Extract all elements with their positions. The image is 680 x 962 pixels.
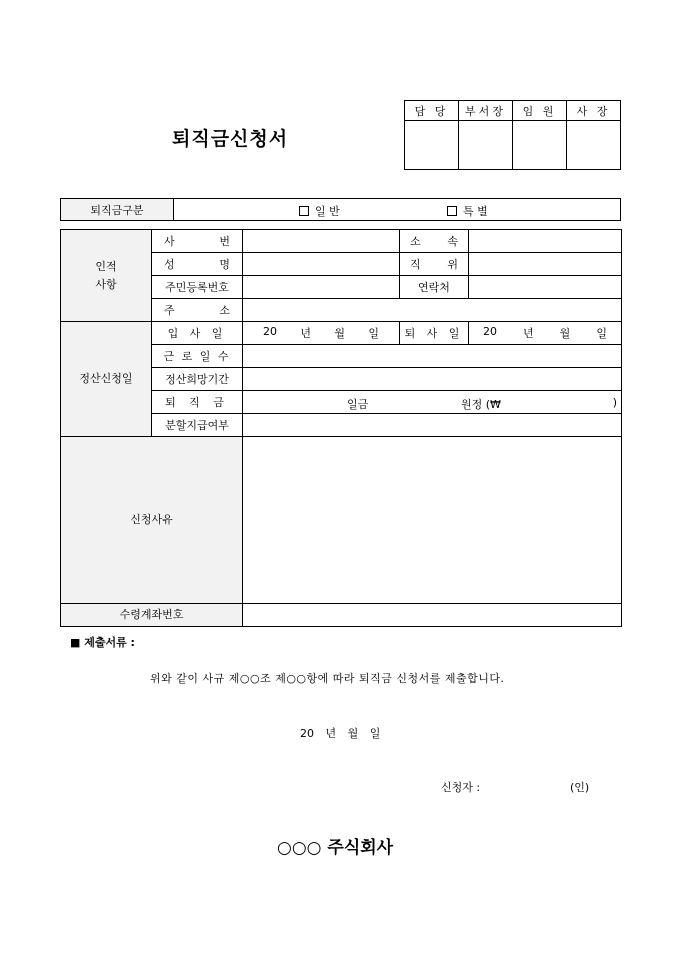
resign-date-label: 퇴 사 일 [400, 322, 469, 345]
contact-field[interactable] [469, 276, 622, 299]
option-special[interactable] [447, 203, 488, 219]
hire-date-day: 일 [368, 327, 379, 340]
severance-amount-field[interactable] [243, 391, 622, 414]
company-name: ○○○ 주식회사 [277, 838, 394, 858]
attachments-label: ■ 제출서류 : [70, 636, 135, 649]
amount-close: ) [612, 396, 617, 409]
amount-word: 일금 [347, 398, 369, 411]
checkbox-general[interactable] [299, 206, 309, 216]
approval-table [404, 100, 621, 170]
submission-date: 20 년 월 일 [300, 727, 381, 740]
account-field[interactable] [243, 604, 622, 627]
option-special-label: 특 별 [463, 205, 488, 218]
resign-date-field[interactable] [469, 322, 622, 345]
application-table [60, 229, 622, 627]
name-label: 성 명 [152, 253, 243, 276]
hire-date-field[interactable] [243, 322, 400, 345]
approval-sign-manager[interactable] [459, 121, 513, 170]
seal-label: (인) [570, 781, 590, 794]
settlement-group: 정산신청일 [61, 322, 152, 437]
address-label: 주 소 [152, 299, 243, 322]
approval-header-executive: 임 원 [513, 101, 567, 121]
resign-date-month: 월 [559, 327, 571, 340]
desired-period-label: 정산희망기간 [152, 368, 243, 391]
hire-date-label: 입 사 일 [152, 322, 243, 345]
resident-no-label: 주민등록번호 [152, 276, 243, 299]
approval-header-president: 사 장 [567, 101, 621, 121]
approval-sign-executive[interactable] [513, 121, 567, 170]
retirement-type-label: 퇴직금구분 [61, 199, 174, 221]
checkbox-special[interactable] [447, 206, 457, 216]
emp-no-field[interactable] [243, 230, 400, 253]
resident-no-field[interactable] [243, 276, 400, 299]
emp-no-label: 사 번 [152, 230, 243, 253]
approval-header-staff: 담 당 [405, 101, 459, 121]
personal-info-label-1: 인적 [95, 259, 117, 273]
hire-date-year: 년 [300, 327, 311, 340]
severance-label: 퇴 직 금 [152, 391, 243, 414]
installment-label: 분할지급여부 [152, 414, 243, 437]
position-label: 직 위 [400, 253, 469, 276]
service-days-label: 근 로 일 수 [152, 345, 243, 368]
page-title: 퇴직금신청서 [172, 128, 289, 150]
account-label: 수령계좌번호 [61, 604, 243, 627]
dept-field[interactable] [469, 230, 622, 253]
approval-sign-staff[interactable] [405, 121, 459, 170]
reason-field[interactable] [243, 437, 622, 604]
resign-date-year: 년 [523, 327, 534, 340]
applicant-label: 신청자 : [441, 781, 481, 794]
contact-label: 연락처 [400, 276, 469, 299]
option-general-label: 일 반 [315, 205, 340, 218]
position-field[interactable] [469, 253, 622, 276]
retirement-type-options [174, 199, 621, 221]
installment-field[interactable] [243, 414, 622, 437]
address-field[interactable] [243, 299, 622, 322]
approval-header-manager: 부서장 [459, 101, 513, 121]
personal-info-label-2: 사항 [95, 277, 117, 291]
resign-date-day: 일 [596, 327, 607, 340]
retirement-type-table [60, 198, 621, 221]
service-days-field[interactable] [243, 345, 622, 368]
hire-date-century: 20 [263, 325, 277, 338]
desired-period-field[interactable] [243, 368, 622, 391]
personal-info-group [61, 230, 152, 322]
approval-sign-president[interactable] [567, 121, 621, 170]
reason-label: 신청사유 [61, 437, 243, 604]
statement-text: 위와 같이 사규 제○○조 제○○항에 따라 퇴직금 신청서를 제출합니다. [150, 672, 505, 685]
resign-date-century: 20 [483, 325, 497, 338]
option-general[interactable] [299, 203, 340, 219]
hire-date-month: 월 [334, 327, 345, 340]
dept-label: 소 속 [400, 230, 469, 253]
amount-won: 원정 (₩ [461, 398, 501, 411]
name-field[interactable] [243, 253, 400, 276]
